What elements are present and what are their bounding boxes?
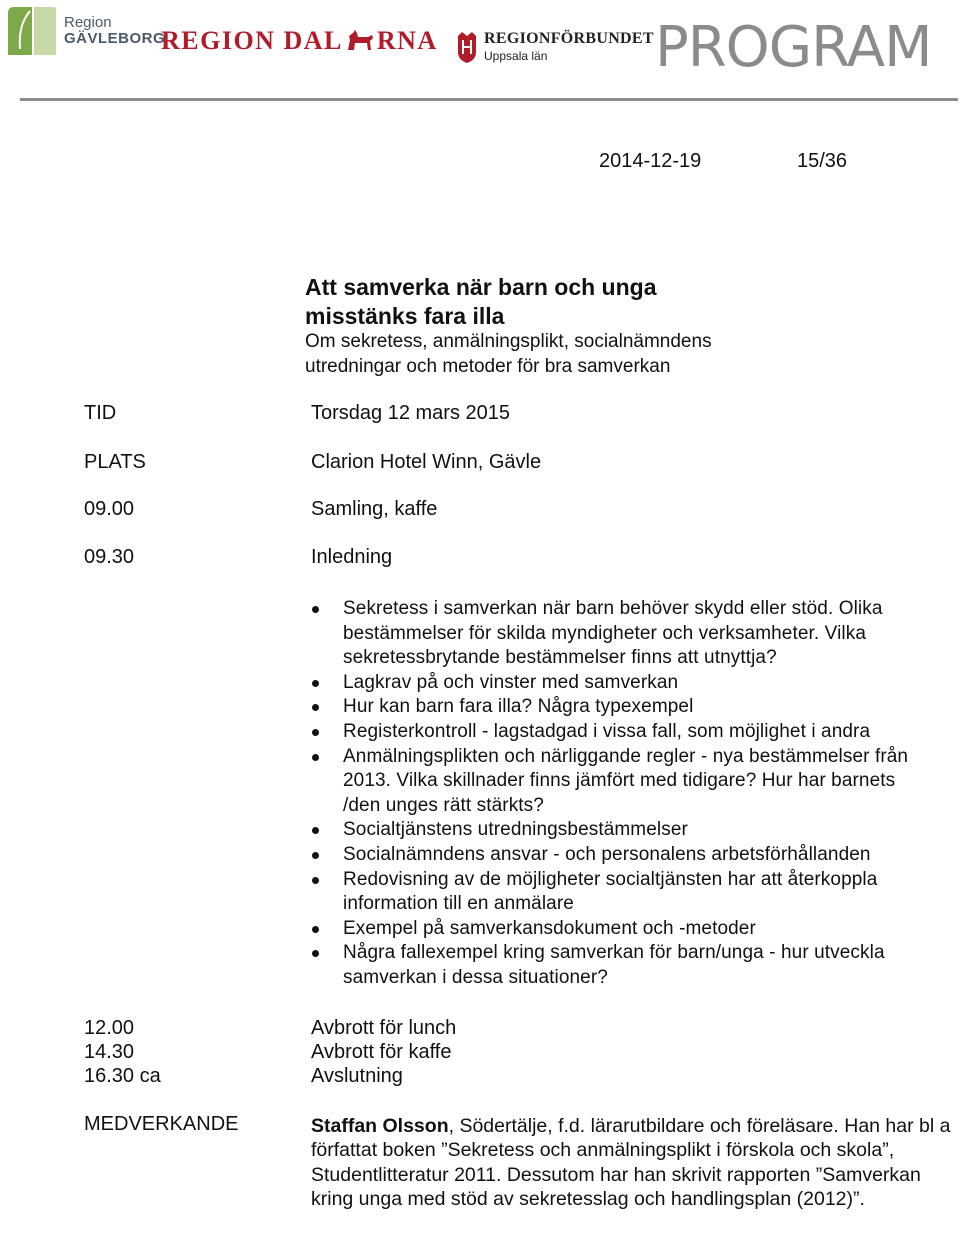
topic-text: Exempel på samverkansdokument och -metoder <box>343 917 756 939</box>
region-dalarna-logo <box>161 26 438 56</box>
bullet-icon <box>312 704 319 711</box>
topic-text: Registerkontroll - lagstadgad i vissa fall, som möjlighet i andra <box>343 720 871 742</box>
schedule-value-1630: Avslutning <box>311 1065 403 1087</box>
dalarna-right-text: RNA <box>376 26 438 55</box>
bullet-icon <box>312 680 319 687</box>
logo-bar <box>0 0 960 100</box>
header-divider <box>20 98 958 101</box>
list-item <box>312 745 932 819</box>
bullet-icon <box>312 877 319 884</box>
bullet-icon <box>312 852 319 859</box>
topic-text: Socialnämndens ansvar - och personalens arbetsförhållanden <box>343 843 871 865</box>
regionforbundet-crown-icon <box>456 30 478 64</box>
bullet-icon <box>312 606 319 613</box>
list-item <box>312 720 932 745</box>
topic-text: Socialtjänstens utredningsbestämmelser <box>343 819 688 841</box>
schedule-value-plats: Clarion Hotel Winn, Gävle <box>311 451 542 473</box>
bullet-icon <box>312 950 319 957</box>
program-heading: PROGRAM <box>655 15 932 80</box>
schedule-label-plats: PLATS <box>84 451 146 473</box>
gavleborg-line1: Region <box>64 14 112 31</box>
topic-text: Anmälningsplikten och närliggande regler - nya bestämmelser från 2013. Vilka skillnader finns jämfört med tidigare? Hur har barnets /den unges rätt stärkts? <box>343 745 909 816</box>
topic-text: Lagkrav på och vinster med samverkan <box>343 671 679 693</box>
bullet-icon <box>312 729 319 736</box>
bullet-icon <box>312 926 319 933</box>
list-item <box>312 917 932 942</box>
dalarna-left-text: REGION DAL <box>161 26 343 55</box>
topic-text: Redovisning av de möjligheter socialtjänsten har att återkoppla information till en anmälare <box>343 868 878 915</box>
gavleborg-line2: GÄVLEBORG <box>64 30 166 47</box>
list-item <box>312 941 932 990</box>
schedule-label-1630: 16.30 ca <box>84 1065 161 1087</box>
page-subtitle: Om sekretess, anmälningsplikt, socialnämndens utredningar och metoder för bra samverkan <box>305 331 712 377</box>
list-item <box>312 671 932 696</box>
regionforbundet-logo <box>456 30 654 64</box>
dala-horse-icon <box>345 29 375 51</box>
list-item <box>312 818 932 843</box>
schedule-value-tid: Torsdag 12 mars 2015 <box>311 402 511 424</box>
topic-text: Några fallexempel kring samverkan för barn/unga - hur utveckla samverkan i dessa situationer? <box>343 942 885 988</box>
list-item <box>312 868 932 917</box>
topic-text: Sekretess i samverkan när barn behöver skydd eller stöd. Olika bestämmelser för skilda myndigheter och verksamheter. Vilka sekretessbrytande bestämmelser finns att utnyttja? <box>343 598 883 669</box>
contributors-text <box>311 1114 951 1211</box>
schedule-value-1200: Avbrott för lunch <box>311 1017 457 1039</box>
schedule-value-0900: Samling, kaffe <box>311 498 438 520</box>
schedule-label-1200: 12.00 <box>84 1017 135 1039</box>
topic-text: Hur kan barn fara illa? Några typexempel <box>343 696 694 718</box>
contributors-label: MEDVERKANDE <box>84 1113 239 1135</box>
regionforbundet-line1: REGIONFÖRBUNDET <box>484 30 654 47</box>
document-date: 2014-12-19 <box>599 150 702 172</box>
schedule-value-0930: Inledning <box>311 546 393 568</box>
page-title: Att samverka när barn och unga misstänks fara illa <box>305 274 657 329</box>
bullet-icon <box>312 827 319 834</box>
gavleborg-leaf-icon <box>6 5 58 57</box>
contributor-description: , Södertälje, f.d. lärarutbildare och föreläsare. Han har bl a författat boken ”Sekretess och anmälningsplikt i förskola och skola”, Studentlitteratur 2011. Dessutom har han skrivit rapporten ”Samverkan kring unga med stöd av sekretesslag och handlingsplan (2012)”. <box>311 1115 951 1210</box>
page-number: 15/36 <box>797 150 848 172</box>
schedule-label-tid: TID <box>84 402 117 424</box>
list-item <box>312 597 932 671</box>
regionforbundet-line2: Uppsala län <box>484 49 548 63</box>
list-item <box>312 695 932 720</box>
list-item <box>312 843 932 868</box>
bullet-icon <box>312 754 319 761</box>
region-gavleborg-logo <box>6 4 165 58</box>
schedule-label-1430: 14.30 <box>84 1041 135 1063</box>
schedule-value-1430: Avbrott för kaffe <box>311 1041 452 1063</box>
contributor-name: Staffan Olsson <box>311 1115 449 1137</box>
schedule-label-0930: 09.30 <box>84 546 135 568</box>
topic-list <box>312 597 932 991</box>
schedule-label-0900: 09.00 <box>84 498 135 520</box>
